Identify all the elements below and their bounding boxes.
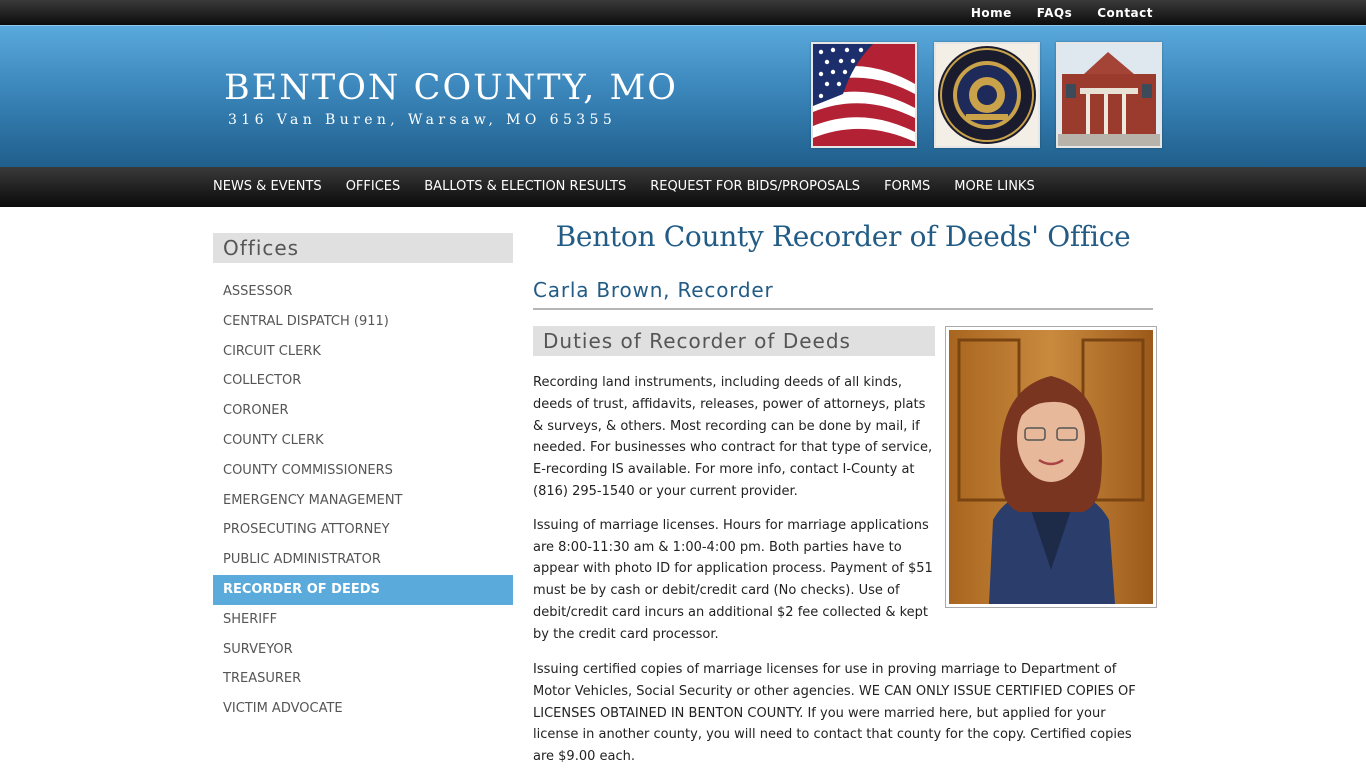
- offices-sidebar: [213, 233, 513, 724]
- top-bar: [0, 0, 1366, 25]
- duty-marriage-license-paragraph: Issuing of marriage licenses. Hours for marriage applications are 8:00-11:30 am & 1:00-4:00 pm. Both parties have to appear with photo ID for application process. Payment of $51 must be by cash or debit/credit card (No checks). Use of debit/credit card incurs an additional $2 fee collected & kept by the credit card processor.: [533, 517, 933, 642]
- courthouse-image: [1056, 42, 1162, 148]
- sidebar-title: Offices: [213, 233, 513, 263]
- top-link-faqs[interactable]: FAQs: [1036, 6, 1073, 20]
- nav-news-events[interactable]: NEWS & EVENTS: [213, 179, 322, 194]
- duty-recording-paragraph: Recording land instruments, including deeds of all kinds, deeds of trust, affidavits, releases, power of attorneys, plats & surveys, & others. Most recording can be done by mail, if needed. For businesses who contract for that type of service, E-recording IS available. For more info, contact I-County at (816) 295-1540 or your current provider.: [533, 375, 933, 499]
- certified-copies-text: [533, 659, 1155, 768]
- sidebar-item-county-clerk[interactable]: COUNTY CLERK: [223, 432, 324, 448]
- sidebar-item-treasurer[interactable]: TREASURER: [223, 671, 302, 687]
- sidebar-item-sheriff[interactable]: SHERIFF: [223, 611, 278, 627]
- duty-certified-copies-paragraph: Issuing certified copies of marriage licenses for use in proving marriage to Department of Motor Vehicles, Social Security or other agencies. WE CAN ONLY ISSUE CERTIFIED COPIES OF LICENSES OBTAINED IN BENTON COUNTY. If you were married here, but applied for your license in another county, you will need to contact that county for the copy. Certified copies are $9.00 each.: [533, 662, 1136, 765]
- sidebar-item-emergency-management[interactable]: EMERGENCY MANAGEMENT: [223, 492, 403, 508]
- sidebar-item-surveyor[interactable]: SURVEYOR: [223, 641, 293, 657]
- sidebar-item-recorder-of-deeds[interactable]: RECORDER OF DEEDS: [213, 575, 513, 605]
- recorder-name: Carla Brown, Recorder: [533, 278, 1153, 310]
- site-address: 316 Van Buren, Warsaw, MO 65355: [228, 112, 617, 128]
- state-seal-image: [934, 42, 1040, 148]
- recorder-portrait: [945, 326, 1157, 608]
- duties-text: [533, 372, 933, 658]
- sidebar-item-circuit-clerk[interactable]: CIRCUIT CLERK: [223, 343, 321, 359]
- offices-list: [213, 277, 513, 724]
- sidebar-item-county-commissioners[interactable]: COUNTY COMMISSIONERS: [223, 462, 393, 478]
- site-header: [0, 25, 1366, 167]
- duties-heading: Duties of Recorder of Deeds: [533, 326, 935, 356]
- sidebar-item-prosecuting-attorney[interactable]: PROSECUTING ATTORNEY: [223, 522, 390, 538]
- flag-image: [811, 42, 917, 148]
- nav-offices[interactable]: OFFICES: [345, 179, 401, 194]
- top-links: [946, 0, 1153, 25]
- sidebar-item-collector[interactable]: COLLECTOR: [223, 373, 302, 389]
- sidebar-item-central-dispatch[interactable]: CENTRAL DISPATCH (911): [223, 313, 389, 329]
- page-title: Benton County Recorder of Deeds' Office: [555, 220, 1131, 253]
- nav-more-links[interactable]: MORE LINKS: [954, 179, 1035, 194]
- top-link-contact[interactable]: Contact: [1097, 6, 1153, 20]
- nav-request-for-bids[interactable]: REQUEST FOR BIDS/PROPOSALS: [650, 179, 861, 194]
- sidebar-item-public-administrator[interactable]: PUBLIC ADMINISTRATOR: [223, 552, 381, 568]
- nav-forms[interactable]: FORMS: [884, 179, 931, 194]
- sidebar-item-victim-advocate[interactable]: VICTIM ADVOCATE: [223, 701, 343, 717]
- nav-ballots-election-results[interactable]: BALLOTS & ELECTION RESULTS: [424, 179, 627, 194]
- site-title[interactable]: BENTON COUNTY, MO: [224, 68, 678, 108]
- sidebar-item-assessor[interactable]: ASSESSOR: [223, 284, 293, 299]
- main-nav: [0, 167, 1366, 207]
- sidebar-item-coroner[interactable]: CORONER: [223, 403, 289, 419]
- top-link-home[interactable]: Home: [970, 6, 1012, 20]
